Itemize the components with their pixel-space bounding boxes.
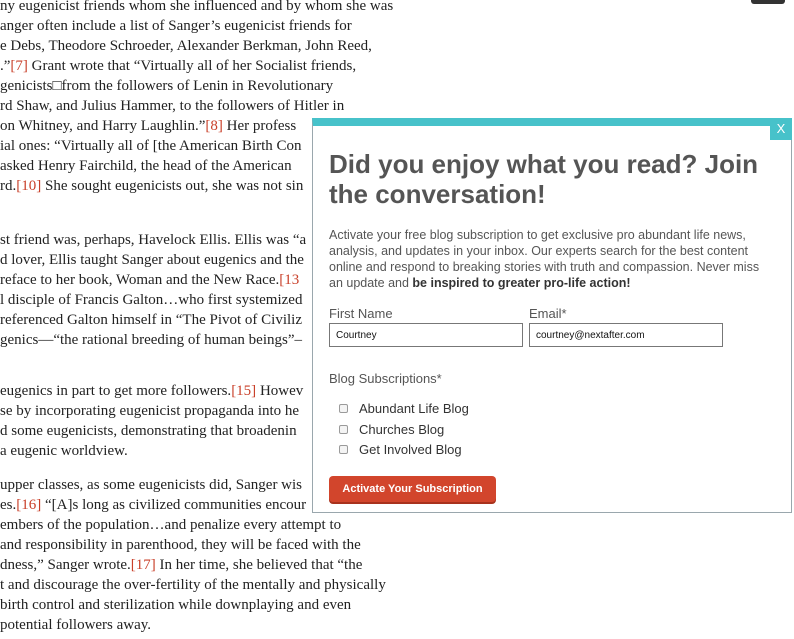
modal-headline: Did you enjoy what you read? Join the conversation! (329, 149, 759, 209)
article-line-text: and responsibility in parenthood, they will be faced with the (0, 537, 361, 553)
article-line (0, 421, 297, 441)
article-line (0, 401, 299, 421)
subscription-option-abundant-life[interactable] (339, 399, 469, 417)
email-label: Email* (529, 306, 567, 321)
article-line (0, 76, 333, 96)
article-line (0, 615, 151, 635)
article-line-text: on Whitney, and Harry Laughlin.” (0, 118, 206, 134)
intro-text: Activate your free blog subscription to get exclusive pro abundant life news, analysis, and updates in your inbox. Our experts search for the best content online and respond to breaking stories with truth and compassion. Never miss an update and (329, 228, 760, 290)
article-line-text: se by incorporating eugenicist propaganda into he (0, 403, 300, 419)
article-line-text: genics—“the rational breeding of human beings”– (0, 332, 302, 348)
article-line-text: upper classes, as some eugenicists did, Sanger wis (0, 477, 303, 493)
article-line (0, 230, 306, 250)
article-line (0, 96, 344, 116)
article-line (0, 475, 302, 495)
footnote-link[interactable]: [8] (205, 118, 223, 134)
article-line (0, 515, 341, 535)
article-line (0, 310, 302, 330)
churches-checkbox[interactable] (339, 425, 348, 434)
intro-bold-text: be inspired to greater pro-life action! (412, 276, 631, 290)
article-line (0, 0, 393, 16)
abundant-life-checkbox[interactable] (339, 404, 348, 413)
article-line (0, 56, 356, 76)
article-line-text: genicists□from the followers of Lenin in Revolutionary (0, 78, 334, 94)
article-line (0, 495, 306, 515)
article-line-text: “[A]s long as civilized communities encour (41, 497, 307, 513)
footnote-link[interactable]: [10] (16, 178, 42, 194)
footnote-link[interactable]: [13 (279, 272, 300, 288)
article-line-text: l disciple of Francis Galton…who first systemized (0, 292, 303, 308)
article-line-text: asked Henry Fairchild, the head of the American (0, 158, 292, 174)
article-line (0, 270, 299, 290)
article-line-text: Grant wrote that “Virtually all of her Socialist friends, (27, 58, 357, 74)
article-line (0, 36, 372, 56)
article-line-text: eugenics in part to get more followers. (0, 383, 232, 399)
article-line (0, 330, 302, 350)
article-line (0, 16, 352, 36)
article-line (0, 290, 302, 310)
subscription-option-get-involved[interactable] (339, 440, 462, 458)
article-line (0, 136, 302, 156)
footnote-link[interactable]: [16] (16, 497, 42, 513)
article-line (0, 555, 362, 575)
abundant-life-label: Abundant Life Blog (359, 400, 469, 416)
churches-label: Churches Blog (359, 421, 445, 437)
article-line-text: es. (0, 497, 17, 513)
article-line-text: Her profess (222, 118, 297, 134)
footnote-link[interactable]: [17] (130, 557, 156, 573)
get-involved-label: Get Involved Blog (359, 441, 462, 457)
close-button[interactable]: X (770, 118, 792, 140)
article-line (0, 575, 386, 595)
first-name-label: First Name (329, 306, 393, 321)
article-line (0, 250, 304, 270)
article-line (0, 441, 128, 461)
footnote-link[interactable]: [7] (10, 58, 28, 74)
article-line (0, 595, 351, 615)
article-line (0, 156, 292, 176)
activate-subscription-button[interactable]: Activate Your Subscription (329, 476, 496, 502)
footnote-link[interactable]: [15] (231, 383, 257, 399)
article-line-text: Howev (256, 383, 304, 399)
blog-subscriptions-label: Blog Subscriptions* (329, 371, 442, 386)
article-line-text: ny eugenicist friends whom she influenced and by whom she was (0, 0, 394, 14)
article-line-text: dness,” Sanger wrote. (0, 557, 131, 573)
article-line-text: embers of the population…and penalize every attempt to (0, 517, 342, 533)
top-right-tab[interactable] (751, 0, 785, 4)
article-line (0, 381, 303, 401)
article-line-text: In her time, she believed that “the (155, 557, 363, 573)
article-line-text: e Debs, Theodore Schroeder, Alexander Berkman, John Reed, (0, 38, 372, 54)
article-line-text: a eugenic worldview. (0, 443, 128, 459)
email-input[interactable] (529, 323, 723, 347)
subscription-modal (312, 118, 792, 513)
get-involved-checkbox[interactable] (339, 445, 348, 454)
article-line (0, 176, 303, 196)
article-line-text: referenced Galton himself in “The Pivot of Civiliz (0, 312, 302, 328)
article-line-text: .” (0, 58, 11, 74)
article-line-text: rd Shaw, and Julius Hammer, to the followers of Hitler in (0, 98, 345, 114)
first-name-input[interactable] (329, 323, 523, 347)
article-line-text: She sought eugenicists out, she was not sin (41, 178, 304, 194)
article-line-text: potential followers away. (0, 617, 152, 633)
article-line-text: st friend was, perhaps, Havelock Ellis. Ellis was “a (0, 232, 307, 248)
article-line-text: rd. (0, 178, 17, 194)
article-line-text: birth control and sterilization while downplaying and even (0, 597, 352, 613)
article-line (0, 535, 361, 555)
article-line-text: d some eugenicists, demonstrating that broadenin (0, 423, 297, 439)
modal-intro (329, 227, 774, 291)
article-line-text: anger often include a list of Sanger’s eugenicist friends for (0, 18, 352, 34)
article-line-text: ial ones: “Virtually all of [the American Birth Con (0, 138, 302, 154)
article-line (0, 116, 296, 136)
article-line-text: d lover, Ellis taught Sanger about eugenics and the (0, 252, 304, 268)
subscription-option-churches[interactable] (339, 420, 444, 438)
article-line-text: t and discourage the over-fertility of the mentally and physically (0, 577, 386, 593)
article-line-text: reface to her book, Woman and the New Race. (0, 272, 280, 288)
